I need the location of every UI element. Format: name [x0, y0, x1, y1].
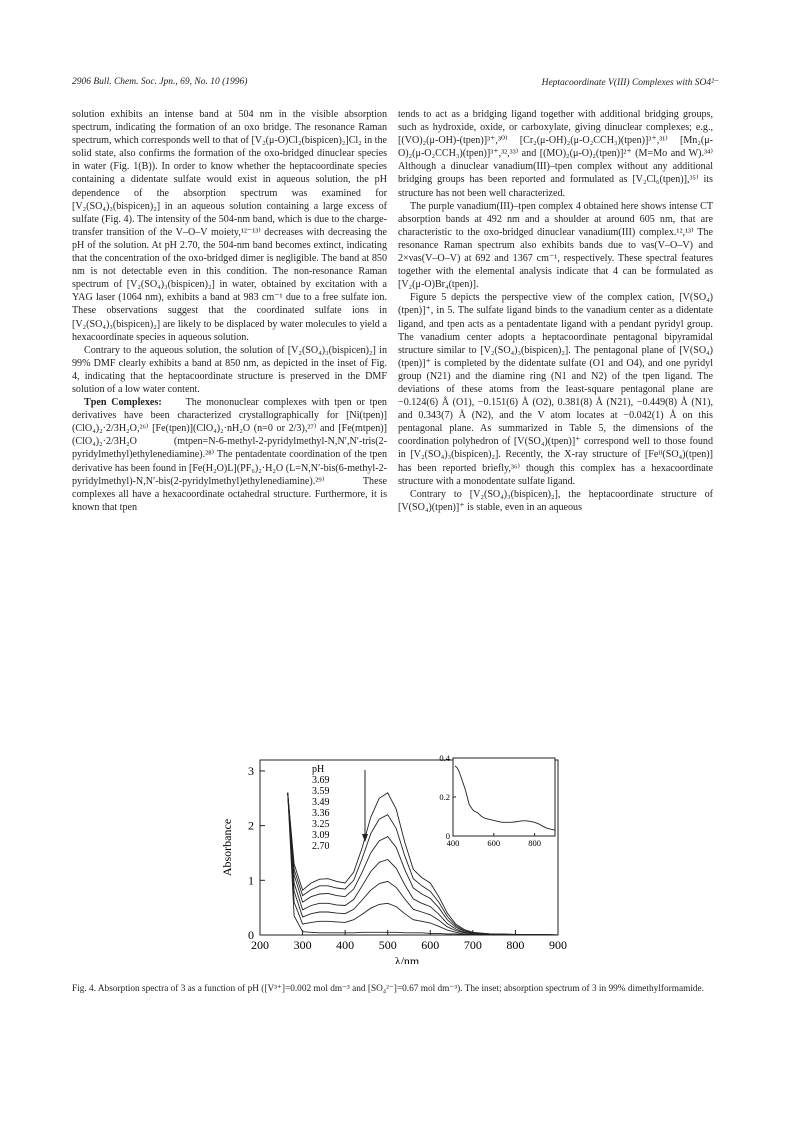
inset-y-tick-label: 0.2: [439, 792, 450, 802]
inset-y-tick-label: 0: [445, 831, 450, 841]
y-axis-label: Absorbance: [220, 818, 234, 877]
y-tick-label: 1: [248, 873, 254, 888]
left-paragraph-1: solution exhibits an intense band at 504 nm in the visible absorption spectrum, indicating the formation of an oxo bridge. The resonance Raman spectrum, which corresponds well to that of [V₂(μ-O)Cl₂(bispicen)₂]Cl₂ in the solid state, also confirms the formation of the oxo-bridged dinuclear species in water (Fig. 1(B)). In order to know whether the heptacoordinate species containing a didentate sulfate would exist in aqueous solution, the pH dependence of the absorption spectrum was examined for [V₂(SO₄)₃(bispicen)₂] in an aqueous solution containing a large excess of sulfate (Fig. 4). The intensity of the 504-nm band, which is due to the charge-transfer transition of the V–O–V moiety,¹²⁻¹³⁾ decreases with decreasing the pH of the solution. At pH 2.70, the 504-nm band becomes extinct, indicating that the concentration of the oxo-bridged dimer is negligible. The band at 850 nm is not detectable even in this condition. The non-resonance Raman spectrum of [V₂(SO₄)₃(bispicen)₂] in water, obtained by excitation with a YAG laser (1064 nm), exhibits a band at 983 cm⁻¹ due to a free sulfate ion. These observations suggest that the coordinated sulfate ions in [V₂(SO₄)₃(bispicen)₂] are likely to be displaced by water molecules to yield a hexacoordinate species in aqueous solution.: [72, 109, 387, 343]
x-tick-label: 500: [378, 938, 397, 952]
section-heading-tpen: Tpen Complexes:: [84, 397, 162, 409]
absorption-chart: [215, 742, 595, 964]
header-citation: 2906 Bull. Chem. Soc. Jpn., 69, No. 10 (1996): [72, 77, 248, 87]
x-axis-label: λ/nm: [394, 954, 420, 964]
right-column: [398, 108, 713, 514]
y-tick-label: 0: [248, 928, 254, 942]
x-tick-label: 700: [463, 938, 482, 952]
x-tick-label: 300: [293, 938, 312, 952]
legend-title: pH: [312, 764, 325, 775]
inset-y-tick-label: 0.4: [439, 753, 450, 763]
left-paragraph-3-text: The mononuclear complexes with tpen or tpen derivatives have been characterized crystallographically for [Ni(tpen)](ClO₄)₂·2/3H₂O,²⁶⁾ [Fe(tpen)](ClO₄)₂·nH₂O (n=0 or 2/3),²⁷⁾ and [Fe(mtpen)](ClO₄)₂·2/3H₂O (mtpen=N-6-methyl-2-pyridylmethyl-N,N′,N′-tris(2-pyridylmethyl)ethylenediamine).²⁸⁾ The pentadentate coordination of the tpen derivative has been found in [Fe(H₂O)L](PF₆)₂·H₂O (L=N,N′-bis(6-methyl-2-pyridylmethyl)-N,N′-bis(2-pyridylmethyl)ethylenediamine).²⁹⁾ These complexes all have a hexacoordinate octahedral structure. Furthermore, it is known that tpen: [72, 397, 387, 513]
x-tick-label: 900: [549, 938, 567, 952]
x-tick-label: 800: [506, 938, 525, 952]
x-tick-label: 600: [421, 938, 440, 952]
legend-entry: 3.69: [312, 775, 330, 786]
inset-x-tick-label: 600: [487, 838, 501, 848]
y-tick-label: 3: [248, 763, 254, 778]
right-paragraph-3: Figure 5 depicts the perspective view of the complex cation, [V(SO₄)(tpen)]⁺, in 5. The sulfate ligand binds to the vanadium center as a didentate ligand, and tpen acts as a pentadentate ligand with a pendant pyridyl group. The vanadium center adopts a heptacoordinate pentagonal bipyramidal structure similar to [V₂(SO₄)₃(bispicen)₂]. The pentagonal plane of [V(SO₄)(tpen)]⁺ is completed by the didentate sulfate (O1 and O4), and one pyridyl group (N21) and the diamine ring (N1 and N2) of the tpen ligand. The deviations of these atoms from the least-square pentagonal plane are −0.124(6) Å (O1), −0.151(6) Å (O2), 0.381(8) Å (N21), −0.449(8) Å (N1), and 0.343(7) Å (N2), and the V atom locates at −0.042(1) Å on this pentagonal plane. As summarized in Table 5, the dimensions of the coordination polyhedron of [V(SO₄)(tpen)]⁺ correspond well to those found in [V₂(SO₄)₃(bispicen)₂]. Recently, the X-ray structure of [Feᴵᴵ(SO₄)(tpen)] has been reported briefly,³⁶⁾ though this complex has a hexacoordinate structure with a monodentate sulfate ligand.: [398, 292, 713, 487]
right-paragraph-1: tends to act as a bridging ligand together with additional bridging groups, such as hydroxide, oxide, or carboxylate, giving dinuclear complexes; e.g., [(VO)₂(μ-OH)-(tpen)]³⁺,³⁰⁾ [Cr₂(μ-OH)₂(μ-O₂CCH₃)(tpen)]³⁺,³¹⁾ [Mn₂(μ-O)₂(μ-O₂CCH₃)(tpen)]³⁺,³²,³³⁾ and [(MO)₂(μ-O)₂(tpen)]²⁺ (M=Mo and W).³⁴⁾ Although a dinuclear vanadium(III)–tpen complex without any additional bridging groups has been reported and formulated as [V₂Cl₆(tpen)],³⁵⁾ its structure has not been well characterized.: [398, 109, 713, 199]
left-paragraph-2: Contrary to the aqueous solution, the solution of [V₂(SO₄)₃(bispicen)₂] in 99% DMF clearly exhibits a band at 850 nm, as depicted in the inset of Fig. 4, indicating that the heptacoordinate structure is preserved in the DMF solution of a low water content.: [72, 344, 387, 395]
y-tick-label: 2: [248, 818, 254, 833]
left-column: [72, 108, 387, 514]
header-title: Heptacoordinate V(III) Complexes with SO4²⁻: [541, 78, 719, 88]
right-paragraph-4: Contrary to [V₂(SO₄)₃(bispicen)₂], the heptacoordinate structure of [V(SO₄)(tpen)]⁺ is stable, even in an aqueous: [398, 488, 713, 513]
running-header: [72, 77, 719, 91]
left-paragraph-3: [72, 396, 387, 514]
legend-entry: 3.59: [312, 786, 330, 797]
legend-entry: 3.25: [312, 819, 330, 830]
legend-entry: 3.36: [312, 808, 330, 819]
x-tick-label: 200: [251, 938, 269, 952]
figure-caption: Fig. 4. Absorption spectra of 3 as a function of pH ([V³⁺]=0.002 mol dm⁻³ and [SO₄²⁻]=0.67 mol dm⁻³). The inset; absorption spectrum of 3 in 99% dimethylformamide.: [72, 984, 705, 994]
legend-entry: 3.49: [312, 797, 330, 808]
inset-x-tick-label: 400: [446, 838, 460, 848]
arrowhead: [362, 834, 368, 842]
inset-x-tick-label: 800: [528, 838, 541, 848]
legend-entry: 3.09: [312, 830, 330, 841]
x-tick-label: 400: [336, 938, 355, 952]
figure-4: [215, 742, 595, 964]
right-paragraph-2: The purple vanadium(III)–tpen complex 4 obtained here shows intense CT absorption bands at 492 nm and a shoulder at around 605 nm, that are characteristic to the oxo-bridged dinuclear vanadium(III) complex.¹²,¹³⁾ The resonance Raman spectrum also exhibits bands due to νas(V–O–V) and 2×νas(V–O–V) at 692 and 1367 cm⁻¹, respectively. These spectral features together with the elemental analysis indicate that 4 can be formulated as [V₂(μ-O)Br₄(tpen)].: [398, 200, 713, 291]
legend-entry: 2.70: [312, 841, 330, 852]
